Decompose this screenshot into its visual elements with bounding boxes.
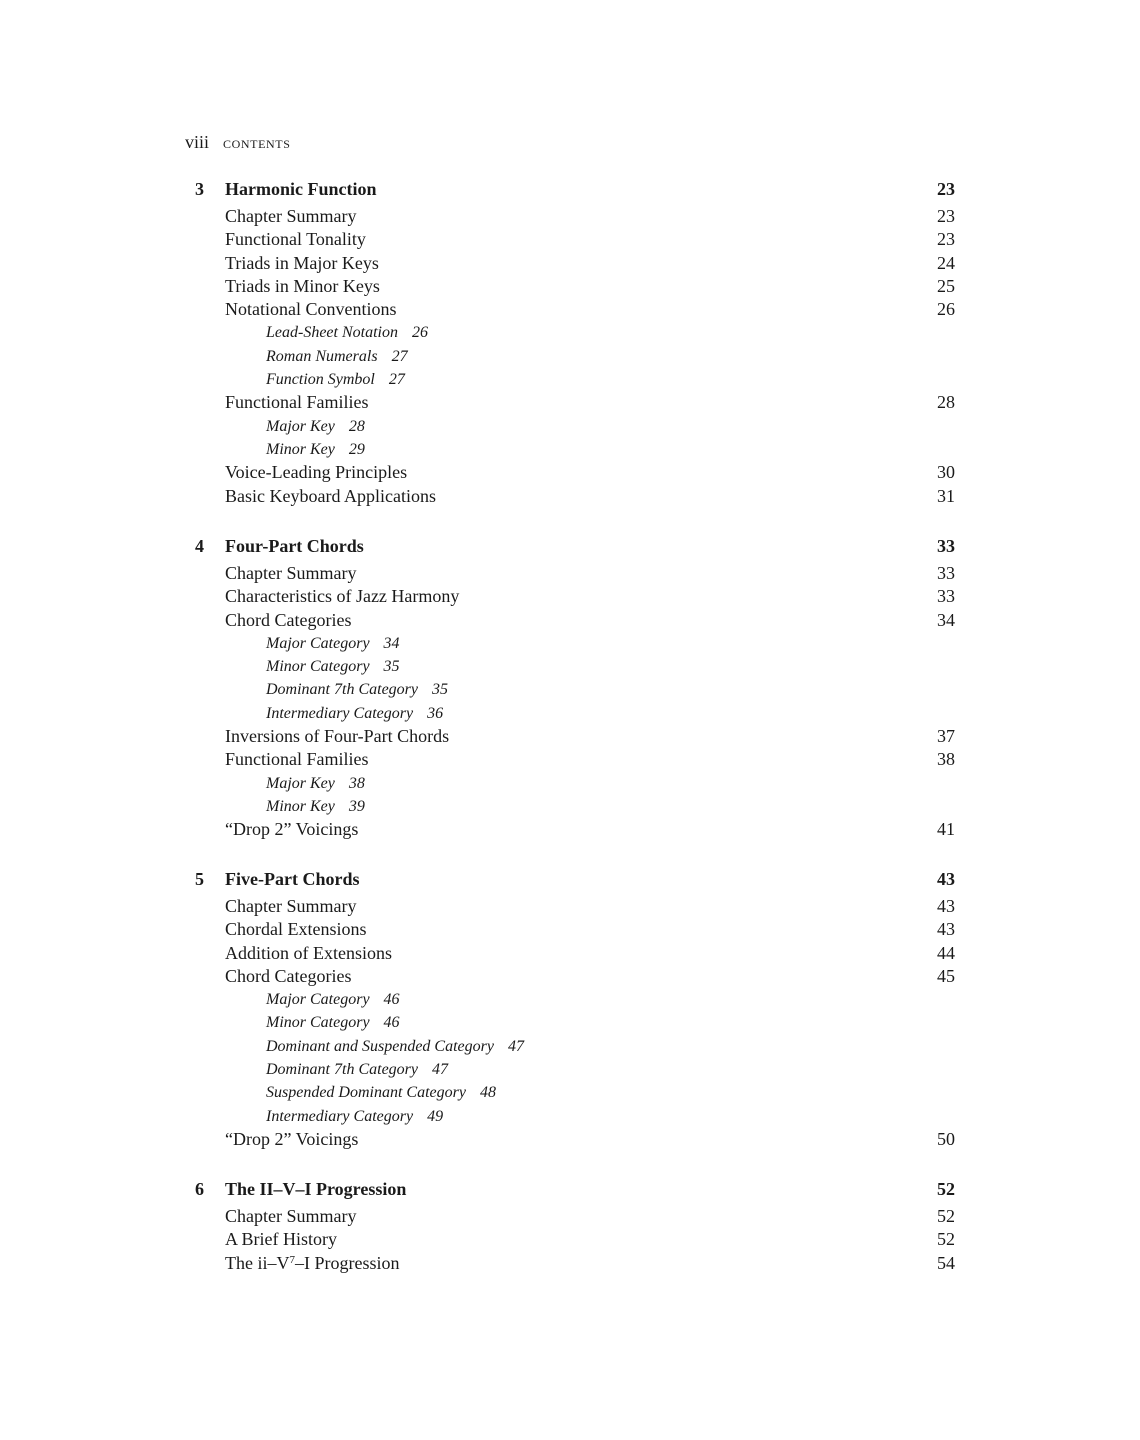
toc-entry[interactable] [0, 205, 1140, 228]
subentry-title [266, 655, 400, 678]
subentry-page-number: 47 [507, 1037, 524, 1055]
toc-entry[interactable] [0, 275, 1140, 298]
subentry-text: Function Symbol [266, 371, 375, 389]
chapter-number: 5 [195, 869, 204, 889]
toc-subentry[interactable] [0, 1081, 1140, 1104]
toc-subentry[interactable] [0, 988, 1140, 1011]
running-head: contents [223, 133, 291, 152]
entry-page-number: 37 [937, 726, 955, 747]
toc-entry[interactable] [0, 748, 1140, 771]
entry-title [225, 748, 369, 771]
toc-subentry[interactable] [0, 772, 1140, 795]
entry-title [225, 942, 392, 965]
toc-subentry[interactable] [0, 655, 1140, 678]
toc-subentry[interactable] [0, 438, 1140, 461]
entry-page-number: 54 [937, 1252, 955, 1273]
entry-title [225, 485, 436, 508]
subentry-title [266, 1011, 400, 1034]
entry-text: Characteristics of Jazz Harmony [225, 586, 460, 607]
entry-title [225, 461, 407, 484]
subentry-text: Minor Key [266, 797, 335, 815]
toc-entry[interactable] [0, 942, 1140, 965]
subentry-title [266, 678, 448, 701]
chapter-page-number: 33 [937, 536, 955, 556]
toc-entry[interactable] [0, 461, 1140, 484]
subentry-page-number: 27 [391, 347, 408, 365]
entry-page-number: 33 [937, 563, 955, 583]
entry-title [225, 298, 396, 321]
entry-title [225, 725, 449, 748]
entry-text: Chapter Summary [225, 563, 357, 583]
subentry-page-number: 38 [348, 774, 365, 792]
chapter-heading[interactable] [0, 178, 1140, 205]
subentry-title [266, 1058, 448, 1081]
chapter-block [0, 178, 1140, 508]
subentry-page-number: 28 [348, 417, 365, 435]
chapter-heading[interactable] [0, 535, 1140, 562]
subentry-text: Intermediary Category [266, 704, 414, 722]
chapter-page-number: 43 [937, 869, 955, 889]
toc-entry[interactable] [0, 252, 1140, 275]
toc-entry[interactable] [0, 228, 1140, 251]
subentry-title [266, 988, 400, 1011]
chapter-heading[interactable] [0, 868, 1140, 895]
subentry-title [266, 702, 443, 725]
subentry-page-number: 39 [348, 797, 365, 815]
toc-subentry[interactable] [0, 368, 1140, 391]
subentry-text: Lead-Sheet Notation [266, 324, 398, 342]
toc-entry[interactable] [0, 585, 1140, 608]
toc-entry[interactable] [0, 895, 1140, 918]
toc-entry[interactable] [0, 1128, 1140, 1151]
subentry-title [266, 415, 365, 438]
entry-page-number: 23 [937, 229, 955, 250]
entry-text: Functional Tonality [225, 229, 366, 250]
subentry-text: Major Category [266, 634, 370, 652]
chapter-page-number: 52 [937, 1179, 955, 1199]
subentry-text: Major Key [266, 417, 335, 435]
entry-title [225, 252, 379, 275]
subentry-text: Minor Key [266, 440, 335, 458]
entry-page-number: 28 [937, 392, 955, 413]
entry-title [225, 275, 380, 298]
entry-text-cont: –I Progression [295, 1252, 400, 1273]
toc-entry[interactable] [0, 298, 1140, 321]
entry-page-number: 33 [937, 586, 955, 607]
subentry-page-number: 35 [383, 658, 400, 676]
entry-title [225, 895, 356, 918]
entry-text: Triads in Major Keys [225, 252, 379, 273]
subentry-title [266, 345, 408, 368]
toc-entry[interactable] [0, 818, 1140, 841]
entry-text: Functional Families [225, 392, 369, 413]
subentry-title [266, 795, 365, 818]
entry-text: Voice-Leading Principles [225, 462, 408, 483]
entry-title [225, 1228, 337, 1251]
toc-subentry[interactable] [0, 1058, 1140, 1081]
entry-text: Addition of Extensions [225, 942, 392, 963]
entry-page-number: 38 [937, 749, 955, 770]
chapter-title: Harmonic Function [225, 179, 377, 199]
toc-entry[interactable] [0, 485, 1140, 508]
subentry-title [266, 1081, 496, 1104]
chapter-block [0, 868, 1140, 1151]
subentry-title [266, 1035, 524, 1058]
toc-subentry[interactable] [0, 345, 1140, 368]
running-header [185, 130, 290, 155]
entry-text: A Brief History [225, 1229, 337, 1250]
toc-subentry[interactable] [0, 1011, 1140, 1034]
chapter-page-number: 23 [937, 179, 955, 199]
entry-page-number: 45 [937, 965, 955, 986]
chapter-number: 6 [195, 1179, 204, 1199]
entry-title [225, 818, 358, 841]
chapter-number: 3 [195, 179, 204, 199]
subentry-text: Roman Numerals [266, 347, 378, 365]
entry-text: Functional Families [225, 749, 369, 770]
subentry-page-number: 35 [432, 681, 448, 699]
subentry-page-number: 46 [383, 1014, 400, 1032]
entry-text: Chapter Summary [225, 896, 357, 916]
entry-text: Chordal Extensions [225, 919, 367, 940]
entry-page-number: 24 [937, 252, 955, 273]
subentry-title [266, 438, 365, 461]
toc-subentry[interactable] [0, 795, 1140, 818]
entry-text: The ii–V [225, 1252, 290, 1273]
subentry-page-number: 26 [411, 324, 428, 342]
entry-page-number: 50 [937, 1128, 955, 1149]
entry-title [225, 1128, 358, 1151]
toc-entry[interactable] [0, 562, 1140, 585]
chapter-title: Five-Part Chords [225, 869, 360, 889]
chapter-number: 4 [195, 536, 204, 556]
subentry-text: Major Category [266, 991, 370, 1009]
entry-page-number: 25 [937, 275, 955, 296]
entry-title [225, 609, 351, 632]
subentry-text: Dominant and Suspended Category [266, 1037, 494, 1055]
entry-page-number: 23 [937, 206, 955, 226]
subentry-page-number: 49 [427, 1107, 444, 1125]
entry-text: Chord Categories [225, 609, 352, 630]
chapter-block [0, 1178, 1140, 1275]
entry-page-number: 41 [937, 819, 955, 840]
subentry-title [266, 772, 365, 795]
entry-page-number: 31 [937, 485, 955, 506]
entry-page-number: 43 [937, 896, 955, 916]
entry-page-number: 26 [937, 299, 955, 320]
subentry-page-number: 36 [427, 704, 444, 722]
toc-subentry[interactable] [0, 702, 1140, 725]
entry-text: Triads in Minor Keys [225, 275, 380, 296]
chapter-title: The II–V–I Progression [225, 1179, 407, 1199]
toc-entry[interactable] [0, 725, 1140, 748]
entry-title [225, 1252, 400, 1275]
toc-entry[interactable] [0, 609, 1140, 632]
entry-title [225, 391, 369, 414]
entry-page-number: 52 [937, 1229, 955, 1250]
subentry-text: Dominant 7th Category [266, 681, 418, 699]
entry-superscript: 7 [289, 1253, 295, 1266]
subentry-title [266, 321, 428, 344]
subentry-text: Minor Category [266, 658, 370, 676]
subentry-page-number: 27 [388, 371, 405, 389]
entry-text: Inversions of Four-Part Chords [225, 726, 450, 747]
entry-title [225, 585, 459, 608]
entry-title [225, 205, 356, 228]
subentry-title [266, 632, 400, 655]
toc-entry[interactable] [0, 1205, 1140, 1228]
entry-text: Chord Categories [225, 965, 352, 986]
entry-text: Chapter Summary [225, 1206, 357, 1226]
toc-subentry[interactable] [0, 632, 1140, 655]
entry-text: Notational Conventions [225, 299, 397, 320]
toc-subentry[interactable] [0, 1105, 1140, 1128]
subentry-page-number: 29 [348, 440, 365, 458]
entry-text: “Drop 2” Voicings [225, 1128, 359, 1149]
subentry-text: Major Key [266, 774, 335, 792]
toc-entry[interactable] [0, 1228, 1140, 1251]
subentry-page-number: 46 [383, 991, 400, 1009]
entry-page-number: 44 [937, 942, 955, 963]
entry-text: Basic Keyboard Applications [225, 485, 436, 506]
entry-title [225, 228, 366, 251]
subentry-page-number: 48 [479, 1084, 496, 1102]
page-folio: viii [185, 132, 210, 152]
entry-title [225, 918, 367, 941]
subentry-title [266, 1105, 443, 1128]
entry-text: Chapter Summary [225, 206, 357, 226]
entry-title [225, 562, 356, 585]
toc-entry[interactable] [0, 391, 1140, 414]
subentry-title [266, 368, 405, 391]
subentry-page-number: 47 [432, 1061, 448, 1079]
toc-subentry[interactable] [0, 321, 1140, 344]
toc-entry[interactable] [0, 965, 1140, 988]
entry-page-number: 30 [937, 462, 955, 483]
toc-subentry[interactable] [0, 678, 1140, 701]
toc-entry[interactable] [0, 918, 1140, 941]
toc-subentry[interactable] [0, 1035, 1140, 1058]
subentry-text: Intermediary Category [266, 1107, 414, 1125]
subentry-text: Dominant 7th Category [266, 1061, 418, 1079]
chapter-block [0, 535, 1140, 842]
chapter-title: Four-Part Chords [225, 536, 364, 556]
subentry-page-number: 34 [383, 634, 400, 652]
toc-subentry[interactable] [0, 415, 1140, 438]
toc-entry[interactable] [0, 1252, 1140, 1275]
entry-title [225, 965, 351, 988]
chapter-heading[interactable] [0, 1178, 1140, 1205]
entry-title [225, 1205, 356, 1228]
entry-page-number: 52 [937, 1206, 955, 1226]
entry-page-number: 34 [937, 609, 955, 630]
entry-page-number: 43 [937, 919, 955, 940]
subentry-text: Suspended Dominant Category [266, 1084, 466, 1102]
subentry-text: Minor Category [266, 1014, 370, 1032]
entry-text: “Drop 2” Voicings [225, 819, 359, 840]
